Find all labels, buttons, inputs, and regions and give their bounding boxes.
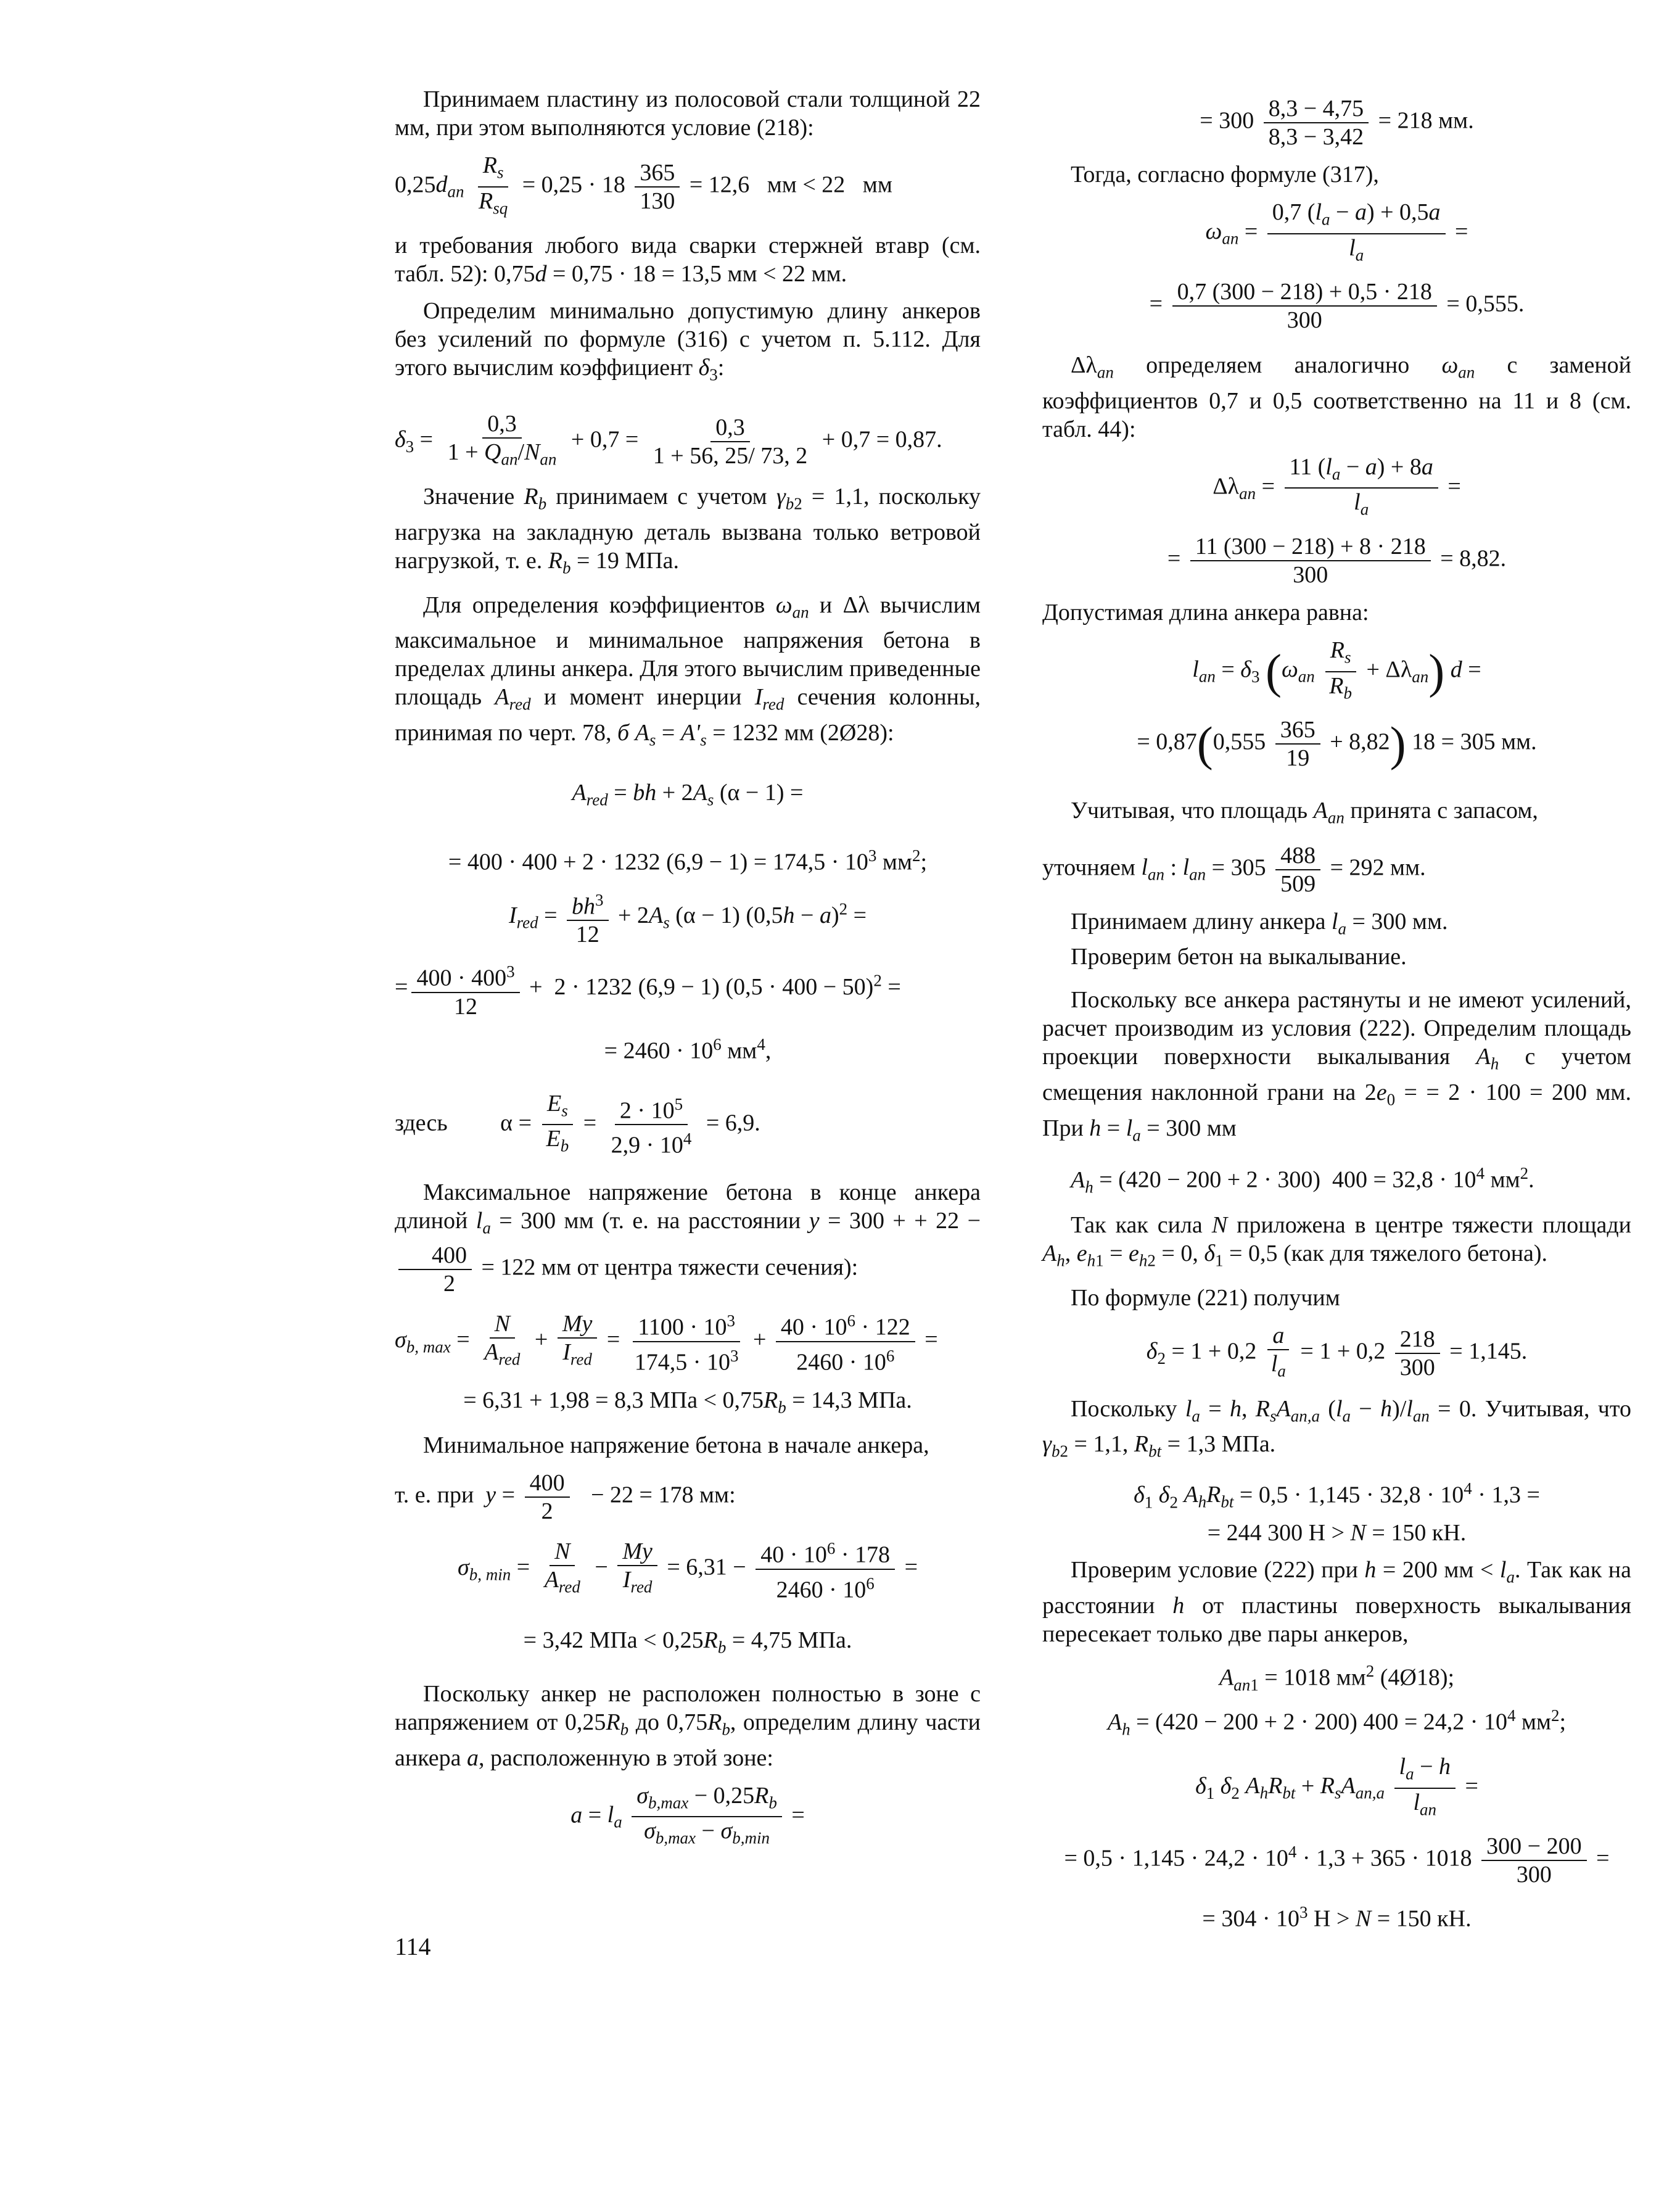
- paragraph: Проверим условие (222) при h = 200 мм < $l_a$. Так как на расстоянии h от пластины поверхность выкалывания пересекает только две пары анкеров,: [1042, 1557, 1631, 1647]
- equation: = 6,31 + 1,98 = 8,3 МПа < $0,75R_b = 14,3$ МПа.: [463, 1387, 912, 1417]
- equation: $a = l_a$ $\frac{\sigma_{b,max} - 0,25R_b}{\sigma_{b,max} - \sigma_{b,min}}$ =: [570, 1782, 805, 1847]
- equation: = $2460 \cdot 10^6$ $мм^4$,: [604, 1034, 772, 1064]
- equation: $\delta_3$ = $\frac{0,3}{1 + Q_{an}/N_{an}}$ + 0,7 = $\frac{0,3}{1 + 56, 25/ 73, 2}$ + 0,7 = 0,87.: [395, 410, 942, 469]
- paragraph: Учитывая, что площадь $A_{an}$ принята с запасом,: [1071, 798, 1538, 827]
- equation: $A_{red}$ = bh + $2A_s$ (α − 1) =: [572, 780, 804, 809]
- equation: $\sigma_{b, max}$ = $\frac{N}{A_{red}}$ + $\frac{My}{I_{red}}$ = $\frac{1100 \cdot 10^3}{174,5 \cdot 10^3}$ + $\frac{40 \cdot 10^6 \cdot 122}{2460 \cdot 10^6}$ =: [395, 1307, 981, 1376]
- equation: т. е. при y = $\frac{400}{2}$ − 22 = 178 мм:: [395, 1470, 736, 1525]
- equation: = 300 $\frac{8,3 - 4,75}{8,3 - 3,42}$ = 218 мм.: [1200, 96, 1474, 150]
- equation: = 3,42 МПа < $0,25R_b = 4,75$ МПа.: [523, 1627, 852, 1657]
- equation: $\sigma_{b, min}$ = $\frac{N}{A_{red}}$ − $\frac{My}{I_{red}}$ = 6,31 − $\frac{40 \cdot 10^6 \cdot 178}{2460 \cdot 10^6}$ =: [395, 1535, 981, 1603]
- paragraph: По формуле (221) получим: [1071, 1284, 1340, 1311]
- equation: $\Delta\lambda_{an}$ = $\frac{11 (l_a - a) + 8a}{l_a}$ =: [1213, 453, 1461, 519]
- equation: = 0,87(0,555 $\frac{365}{19}$ + 8,82) 18 = 305 мм.: [1137, 717, 1537, 772]
- paragraph: Допустимая длина анкера равна:: [1042, 599, 1369, 625]
- equation: = $\frac{0,7 (300 - 218) + 0,5 \cdot 218}{300}$ = 0,555.: [1149, 279, 1525, 334]
- equation: $A_{an1} = 1018$ $мм^2$ (4Ø18);: [1219, 1661, 1455, 1694]
- paragraph: Поскольку анкер не расположен полностью в зоне с напряжением от $0,25R_b$ до $0,75R_b$, определим длину части анкера a, расположенную в этой зоне:: [395, 1681, 981, 1771]
- paragraph: Максимальное напряжение бетона в конце анкера длиной $l_a = 300$ мм (т. е. на расстоянии y = 300 + + 22 − $\frac{400}{2}$ = 122 мм от центра тяжести сечения):: [395, 1179, 981, 1297]
- equation: $\omega_{an}$ = $\frac{0,7 (l_a - a) + 0,5a}{l_a}$ =: [1205, 199, 1468, 265]
- page-number: 114: [395, 1933, 431, 1960]
- equation: = 400 · 400 + 2 · 1232 $(6,9 - 1) = 174,5 \cdot 10^3$ $мм^2$;: [448, 846, 928, 875]
- paragraph: Проверим бетон на выкалывание.: [1071, 944, 1407, 970]
- paragraph: Определим минимально допустимую длину анкеров без усилений по формуле (316) с учетом п. 5.112. Для этого вычислим коэффициент $\delta_3$:: [395, 298, 981, 384]
- paragraph: Для определения коэффициентов $\omega_{an}$ и Δλ вычислим максимальное и минимальное напряжения бетона в пределах длины анкера. Для этого вычислим приведенные площадь $A_{red}$ и момент инерции $I_{red}$ сечения колонны, принимая по черт. 78, б $A_s = A'_s = 1232$ мм (2Ø28):: [395, 592, 981, 749]
- paragraph: Так как сила N приложена в центре тяжести площади $A_h$, $e_{h1} = e_{h2} = 0$, $\delta_1 = 0,5$ (как для тяжелого бетона).: [1042, 1212, 1632, 1270]
- right-column: [1042, 85, 1631, 1943]
- equation: $0,25d_{an}$ $\frac{R_s}{R_{sq}}$ = 0,25 · 18 $\frac{365}{130}$ = 12,6 мм < 22 мм: [395, 152, 892, 218]
- paragraph: Минимальное напряжение бетона в начале анкера,: [423, 1432, 929, 1459]
- paragraph: Принимаем пластину из полосовой стали толщиной 22 мм, при этом выполняются условие (218):: [395, 86, 981, 141]
- equation: $A_h = (420 - 200 + 2 \cdot 300) 400 = 32,8 \cdot 10^4$ $мм^2$.: [1071, 1164, 1534, 1197]
- label-zdes: здесь: [395, 1109, 448, 1136]
- paragraph: Поскольку все анкера растянуты и не имеют усилений, расчет производим из условия (222). Определим площадь проекции поверхности выкалывания $A_h$ с учетом смещения наклонной грани на $2e_0$ = = 2 · 100 = 200 мм. При $h = l_a = 300$ мм: [1042, 987, 1631, 1145]
- equation: $\delta_2 = 1 + 0,2$ $\frac{a}{l_a}$ = 1 + 0,2 $\frac{218}{300}$ = 1,145.: [1146, 1322, 1528, 1381]
- equation: = $304 \cdot 10^3$ Н > N = 150 кН.: [1202, 1903, 1472, 1932]
- equation: = $0,5 \cdot 1,145 \cdot 24,2 \cdot 10^4 \cdot 1,3 + 365 \cdot 1018$ $\frac{300 - 200}{300}$ =: [1064, 1833, 1610, 1888]
- equation: $\delta_1$ $\delta_2$ $A_hR_{bt} = 0,5 \cdot 1,145 \cdot 32,8 \cdot 10^4 \cdot 1,3$ =: [1134, 1479, 1540, 1511]
- paragraph: Значение $R_b$ принимаем с учетом $\gamma_{b2} = 1,1$, поскольку нагрузка на закладную деталь вызвана только ветровой нагрузкой, т. е. $R_b = 19$ МПа.: [395, 484, 981, 577]
- equation: $I_{red}$ = $\frac{bh^3}{12}$ + $2A_s$ (α − 1) $(0,5h - a)^2$ =: [395, 886, 981, 949]
- equation: = $\frac{11 (300 - 218) + 8 \cdot 218}{300}$ = 8,82.: [1167, 533, 1507, 588]
- paragraph: и требования любого вида сварки стержней втавр (см. табл. 52): 0,75d = 0,75 · 18 = 13,5 мм < 22 мм.: [395, 233, 981, 287]
- equation: $A_h = (420 - 200 + 2 \cdot 200) 400 = 24,2 \cdot 10^4$ $мм^2$;: [1107, 1706, 1567, 1739]
- equation: уточняем $l_{an}$ : $l_{an} = 305$ $\frac{488}{509}$ = 292 мм.: [1042, 842, 1426, 897]
- equation: = 244 300 Н > N = 150 кН.: [1207, 1520, 1467, 1546]
- equation: $l_{an} = \delta_3$ ($\omega_{an}$ $\frac{R_s}{R_b}$ + $\Delta\lambda_{an}$) d =: [1192, 637, 1481, 703]
- equation: $\delta_1$ $\delta_2$ $A_hR_{bt} + R_sA_{an,a}$ $\frac{l_a - h}{l_{an}}$ =: [1195, 1754, 1478, 1819]
- equation: здесь α = $\frac{E_s}{E_b}$ = $\frac{2 \cdot 10^5}{2,9 \cdot 10^4}$ = 6,9.: [395, 1090, 760, 1158]
- left-column: [395, 85, 981, 1862]
- equation: = $\frac{400 \cdot 400^3}{12}$ + 2 · 1232 (6,9 − 1) $(0,5 \cdot 400 - 50)^2$ =: [395, 958, 981, 1020]
- paragraph: $\Delta\lambda_{an}$ определяем аналогично $\omega_{an}$ с заменой коэффициентов 0,7 и 0,5 соответственно на 11 и 8 (см. табл. 44):: [1042, 352, 1631, 442]
- paragraph: Тогда, согласно формуле (317),: [1071, 162, 1379, 188]
- paragraph: Поскольку $l_a = h$, $R_sA_{an,a}$ $(l_a - h)/l_{an} = 0$. Учитывая, что $\gamma_{b2} = 1,1$, $R_{bt} = 1,3$ МПа.: [1042, 1395, 1632, 1461]
- paragraph: Принимаем длину анкера $l_a = 300$ мм.: [1071, 908, 1448, 938]
